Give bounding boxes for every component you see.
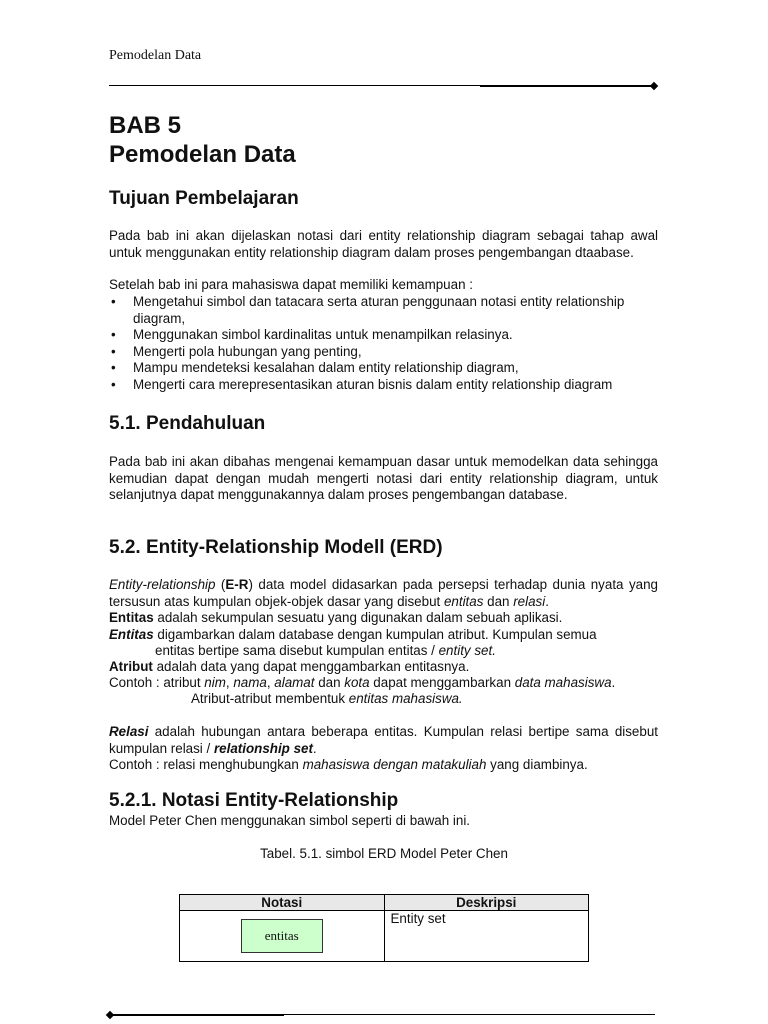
chapter-title bbox=[109, 111, 296, 169]
term-relasi-bold: Relasi bbox=[109, 724, 149, 739]
text: ) data model didasarkan pada persepsi terhadap dunia nyata yang tersusun atas kumpulan objek-objek dasar yang disebut bbox=[109, 577, 658, 609]
column-header-notasi: Notasi bbox=[180, 895, 385, 911]
term-entitas-bold-italic: Entitas bbox=[109, 627, 154, 642]
goals-list bbox=[109, 294, 658, 394]
chapter-name: Pemodelan Data bbox=[109, 141, 296, 168]
list-item: • Mengetahui simbol dan tatacara serta aturan penggunaan notasi entity relationship diagram, bbox=[109, 294, 658, 327]
list-item: • Mampu mendeteksi kesalahan dalam entity relationship diagram, bbox=[109, 360, 658, 377]
term-entitas-mahasiswa: entitas mahasiswa. bbox=[348, 691, 463, 706]
text: Contoh : atribut bbox=[109, 675, 205, 690]
text: dan bbox=[314, 675, 345, 690]
footer-rule-thick bbox=[109, 1014, 284, 1016]
section-heading-5-2: 5.2. Entity-Relationship Modell (ERD) bbox=[109, 537, 443, 558]
text: adalah sekumpulan sesuatu yang digunakan dalam sebuah aplikasi. bbox=[153, 610, 563, 625]
entity-rectangle-symbol: entitas bbox=[241, 919, 323, 953]
contoh-atribut bbox=[109, 675, 658, 692]
text: yang diambinya. bbox=[486, 757, 588, 772]
term-relasi: relasi bbox=[513, 593, 546, 609]
contoh-relasi bbox=[109, 757, 658, 774]
section-heading-5-1: 5.1. Pendahuluan bbox=[109, 413, 266, 434]
text: , bbox=[266, 675, 275, 690]
notation-intro: Model Peter Chen menggunakan simbol seperti di bawah ini. bbox=[109, 813, 471, 828]
text: adalah data yang dapat menggambarkan entitasnya. bbox=[152, 659, 470, 674]
term-e-r: E-R bbox=[225, 577, 249, 592]
section-heading-5-2-1: 5.2.1. Notasi Entity-Relationship bbox=[109, 790, 399, 811]
list-item: • Menggunakan simbol kardinalitas untuk menampilkan relasinya. bbox=[109, 327, 658, 344]
text: Atribut-atribut membentuk bbox=[191, 691, 349, 706]
text: entitas bertipe sama disebut kumpulan entitas / bbox=[155, 643, 439, 658]
header-diamond-icon bbox=[650, 82, 658, 90]
description-cell: Entity set bbox=[384, 911, 589, 962]
term-nim: nim bbox=[204, 675, 226, 690]
list-item: • Mengerti cara merepresentasikan aturan bisnis dalam entity relationship diagram bbox=[109, 377, 658, 394]
column-header-deskripsi: Deskripsi bbox=[384, 895, 589, 911]
text: . bbox=[545, 593, 549, 609]
table-row bbox=[180, 911, 589, 962]
entitas-definition bbox=[109, 610, 658, 627]
section-heading-goals: Tujuan Pembelajaran bbox=[109, 188, 299, 209]
text: , bbox=[225, 675, 234, 690]
text: . bbox=[611, 675, 616, 690]
text: ( bbox=[215, 577, 226, 592]
header-rule-thick bbox=[480, 85, 655, 87]
erd-symbol-table bbox=[179, 894, 589, 962]
term-entitas-bold: Entitas bbox=[109, 610, 154, 625]
term-atribut: Atribut bbox=[109, 659, 153, 674]
text: digambarkan dalam database dengan kumpulan atribut. Kumpulan semua bbox=[153, 627, 597, 642]
contoh-atribut-cont bbox=[109, 691, 740, 708]
notation-cell bbox=[180, 911, 385, 962]
running-header: Pemodelan Data bbox=[109, 48, 202, 63]
term-mahasiswa-matakuliah: mahasiswa dengan matakuliah bbox=[302, 757, 487, 772]
term-nama: nama bbox=[233, 675, 267, 690]
goals-lead: Setelah bab ini para mahasiswa dapat memiliki kemampuan : bbox=[109, 277, 473, 292]
term-entitas: entitas bbox=[443, 593, 484, 609]
text: . bbox=[312, 740, 317, 756]
atribut-definition bbox=[109, 659, 658, 676]
term-alamat: alamat bbox=[274, 675, 315, 690]
term-entity-set: entity set. bbox=[438, 643, 496, 658]
text: dan bbox=[483, 593, 514, 609]
table-caption: Tabel. 5.1. simbol ERD Model Peter Chen bbox=[260, 846, 508, 861]
term-entity-relationship: Entity-relationship bbox=[109, 577, 216, 592]
term-kota: kota bbox=[344, 675, 370, 690]
section-5-1-body: Pada bab ini akan dibahas mengenai kemampuan dasar untuk memodelkan data sehingga kemudian dapat dengan mudah mengerti notasi dari entity relationship diagram, untuk selanjutnya dapat menggunakannya dalam proses pengembangan database. bbox=[109, 454, 658, 503]
chapter-number: BAB 5 bbox=[109, 112, 182, 139]
goals-intro: Pada bab ini akan dijelaskan notasi dari entity relationship diagram sebagai tahap awal untuk menggunakan entity relationship diagram dalam proses pengembangan dtaabase. bbox=[109, 228, 658, 260]
list-item: • Mengerti pola hubungan yang penting, bbox=[109, 344, 658, 361]
erd-definition bbox=[109, 577, 658, 610]
entitas-attributes-cont bbox=[109, 643, 704, 660]
entitas-attributes bbox=[109, 627, 658, 644]
table-header-row bbox=[180, 895, 589, 911]
text: adalah hubungan antara beberapa entitas. Kumpulan relasi bertipe sama disebut kumpulan relasi / bbox=[109, 724, 658, 756]
term-data-mahasiswa: data mahasiswa bbox=[514, 675, 612, 690]
footer-diamond-icon bbox=[106, 1011, 114, 1019]
term-relationship-set: relationship set bbox=[213, 740, 313, 756]
text: dapat menggambarkan bbox=[369, 675, 515, 690]
relasi-definition bbox=[109, 724, 658, 757]
text: Contoh : relasi menghubungkan bbox=[109, 757, 303, 772]
